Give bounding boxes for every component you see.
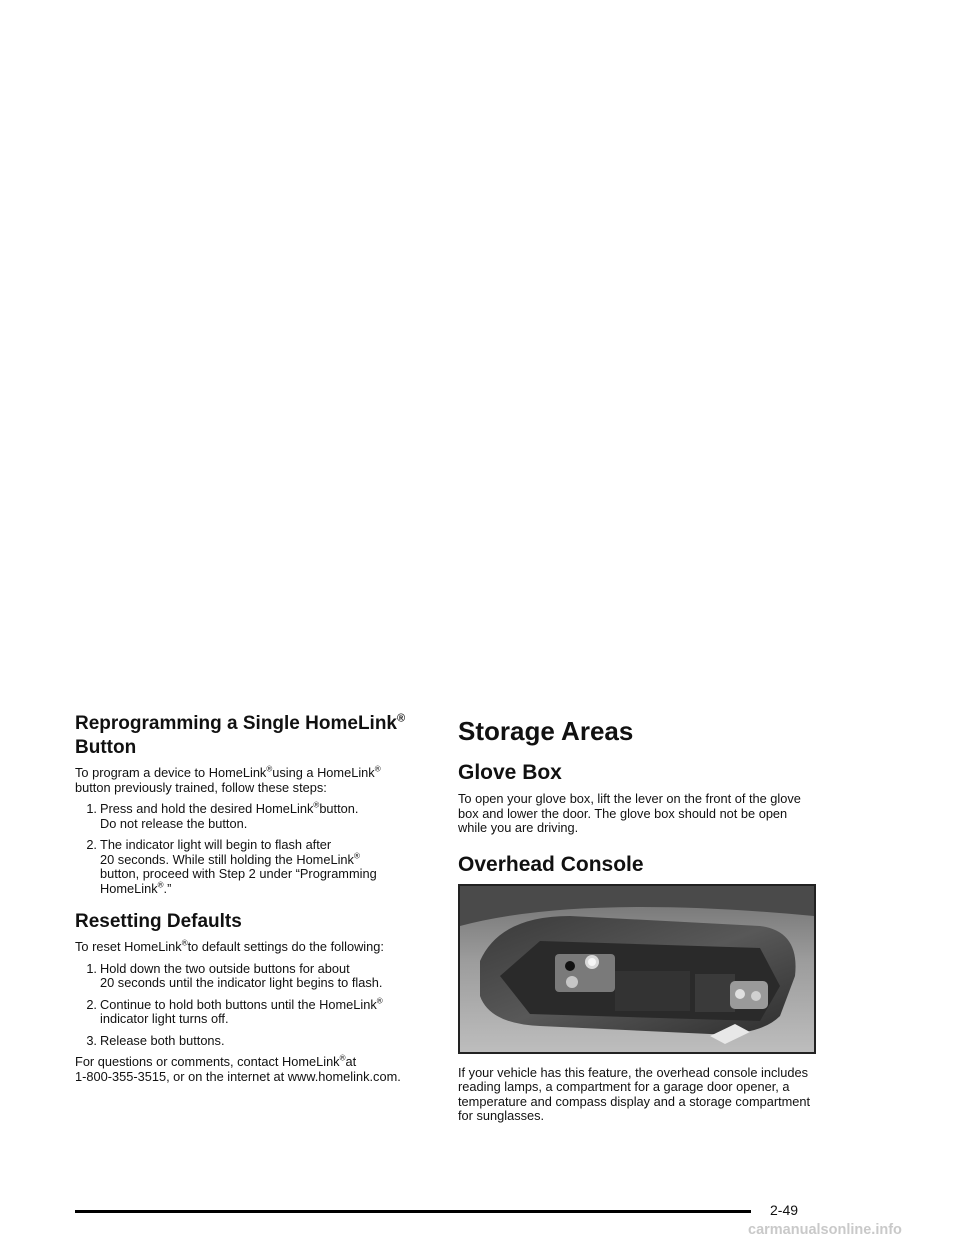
chapter-heading: Storage Areas — [458, 716, 634, 746]
section-heading-overhead-console: Overhead Console — [458, 852, 644, 876]
section-heading-resetting: Resetting Defaults — [75, 911, 242, 932]
right-column — [458, 712, 818, 1131]
intro-paragraph: To program a device to HomeLink®using a HomeLink® button previously trained, follow these steps: — [75, 764, 381, 795]
overhead-console-photo — [458, 884, 816, 1054]
step-item: 1. Press and hold the desired HomeLink®button. Do not release the button. — [86, 800, 359, 831]
step-item: 1. Hold down the two outside buttons for about 20 seconds until the indicator light begins to flash. — [86, 960, 383, 990]
step-item: 3. Release both buttons. — [86, 1032, 225, 1048]
heading-text: Reprogramming a Single HomeLink — [75, 713, 397, 734]
heading-text: Button — [75, 737, 137, 758]
section-heading-reprogramming — [75, 712, 445, 760]
registered-mark: ® — [397, 712, 406, 725]
section-heading-glove-box: Glove Box — [458, 761, 562, 784]
step-item: 2. Continue to hold both buttons until the HomeLink® indicator light turns off. — [86, 996, 383, 1026]
contact-paragraph: For questions or comments, contact HomeLink®at 1-800-355-3515, or on the internet at www.homelink.com. — [75, 1053, 401, 1084]
page-number: 2-49 — [770, 1202, 799, 1218]
step-item: 2. The indicator light will begin to flash after 20 seconds. While still holding the HomeLink® button, proceed with Step 2 under “Programming HomeLink®.” — [86, 837, 377, 896]
left-column — [75, 712, 445, 1091]
overhead-console-paragraph: If your vehicle has this feature, the overhead console includes reading lamps, a compartment for a garage door opener, a temperature and compass display and a storage compartment for sunglasses. — [458, 1064, 811, 1123]
watermark-text: carmanualsonline.info — [748, 1222, 902, 1238]
reset-intro: To reset HomeLink®to default settings do the following: — [75, 938, 384, 954]
footer-rule — [75, 1210, 751, 1213]
glove-box-paragraph: To open your glove box, lift the lever on the front of the glove box and lower the door. The glove box should not be open while you are driving. — [458, 791, 801, 835]
